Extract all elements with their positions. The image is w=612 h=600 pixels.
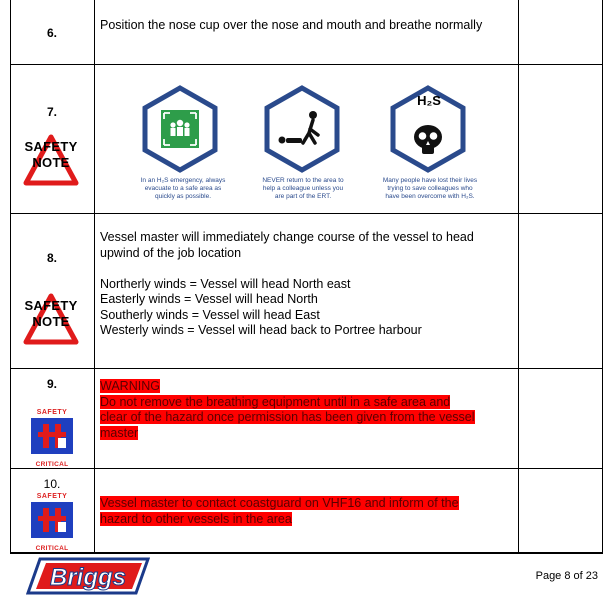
safety-note-label: SAFETY NOTE xyxy=(24,139,78,170)
evacuate-icon xyxy=(141,85,219,173)
badge-top-text: SAFETY xyxy=(36,493,68,500)
step-number: 7. xyxy=(46,105,57,119)
safety-critical-icon xyxy=(28,416,76,456)
safety-critical-badge xyxy=(28,493,76,552)
text-line: Westerly winds = Vessel will head back to Portree harbour xyxy=(100,323,422,337)
text-line: Southerly winds = Vessel will head East xyxy=(100,307,320,322)
text-line: upwind of the job location xyxy=(100,245,242,260)
step-number: 6. xyxy=(46,26,57,40)
briggs-logo xyxy=(26,557,150,595)
table-row-9 xyxy=(10,369,603,469)
safety-critical-icon xyxy=(28,500,76,540)
safety-note-label: SAFETY NOTE xyxy=(24,298,78,329)
panel-caption: Many people have lost their lives trying to save colleagues who have been overcome with H₂S. xyxy=(382,177,478,200)
step-number: 8. xyxy=(46,251,57,265)
instruction-block xyxy=(100,496,512,527)
table-row-7 xyxy=(10,65,603,214)
step-number: 9. xyxy=(46,377,57,391)
text-line: Northerly winds = Vessel will head North east xyxy=(100,276,351,291)
warning-line: Do not remove the breathing equipment until in a safe area and xyxy=(100,394,451,409)
warning-line: WARNING xyxy=(100,379,160,393)
warning-line: master xyxy=(100,425,139,440)
warning-line: clear of the hazard once permission has been given from the vessel xyxy=(100,410,475,424)
logo-text: Briggs xyxy=(49,564,127,591)
highlight-line: hazard to other vessels in the area xyxy=(100,511,292,526)
step-number: 10. xyxy=(43,477,61,491)
table-row-6 xyxy=(10,0,603,65)
panel-caption: NEVER return to the area to help a colleague unless you are part of the ERT. xyxy=(262,177,344,200)
badge-top-text: SAFETY xyxy=(36,409,68,416)
step-text: Position the nose cup over the nose and mouth and breathe normally xyxy=(100,18,483,32)
text-line: Easterly winds = Vessel will head North xyxy=(100,292,318,306)
step-text-block xyxy=(100,230,510,339)
highlight-line: Vessel master to contact coastguard on VHF16 and inform of the xyxy=(100,496,459,510)
footer-divider xyxy=(10,553,603,554)
table-row-8 xyxy=(10,214,603,369)
badge-bottom-text: CRITICAL xyxy=(35,545,69,552)
badge-bottom-text: CRITICAL xyxy=(35,461,69,468)
table-row-10 xyxy=(10,469,603,553)
text-line: Vessel master will immediately change course of the vessel to head xyxy=(100,230,474,244)
blank-line xyxy=(100,261,510,277)
do-not-return-icon xyxy=(263,85,341,173)
h2s-label: H₂S xyxy=(417,93,441,108)
panel-caption: In an H₂S emergency, always evacuate to a safe area as quickly as possible. xyxy=(140,177,226,200)
warning-block xyxy=(100,379,512,441)
page-number: Page 8 of 23 xyxy=(535,570,598,582)
safety-critical-badge xyxy=(28,409,76,468)
